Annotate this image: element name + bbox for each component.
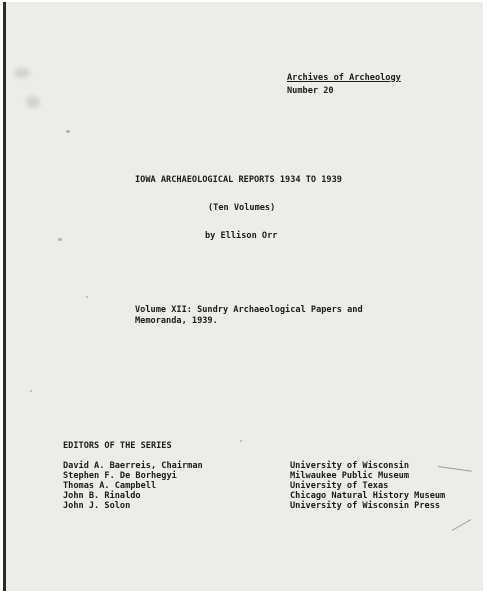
paper-speck (240, 440, 242, 442)
editor-name: Thomas A. Campbell (63, 481, 157, 491)
report-title: IOWA ARCHAEOLOGICAL REPORTS 1934 TO 1939 (135, 175, 342, 185)
editor-affiliation: University of Texas (290, 481, 389, 491)
author-line: by Ellison Orr (205, 231, 278, 241)
editors-heading: EDITORS OF THE SERIES (63, 441, 172, 451)
editor-affiliation: University of Wisconsin Press (290, 501, 441, 511)
editor-affiliation: University of Wisconsin (290, 461, 409, 471)
editor-affiliation: Chicago Natural History Museum (290, 491, 446, 501)
page-margin (3, 591, 483, 600)
editor-name: Stephen F. De Borhegyi (63, 471, 177, 481)
editor-affiliation: Milwaukee Public Museum (290, 471, 409, 481)
paper-smudge (26, 96, 40, 108)
editor-name: David A. Baerreis, Chairman (63, 461, 203, 471)
paper-speck (30, 390, 32, 392)
series-title: Archives of Archeology (287, 73, 401, 83)
paper-speck (58, 238, 62, 241)
paper-smudge (14, 68, 30, 78)
editor-name: John B. Rinaldo (63, 491, 141, 501)
editor-name: John J. Solon (63, 501, 131, 511)
volume-title-line1: Volume XII: Sundry Archaeological Papers and (135, 305, 363, 315)
volume-count: (Ten Volumes) (208, 203, 276, 213)
paper-speck (86, 296, 88, 298)
volume-title-line2: Memoranda, 1939. (135, 316, 218, 326)
series-number: Number 20 (287, 86, 334, 96)
paper-speck (66, 130, 70, 133)
